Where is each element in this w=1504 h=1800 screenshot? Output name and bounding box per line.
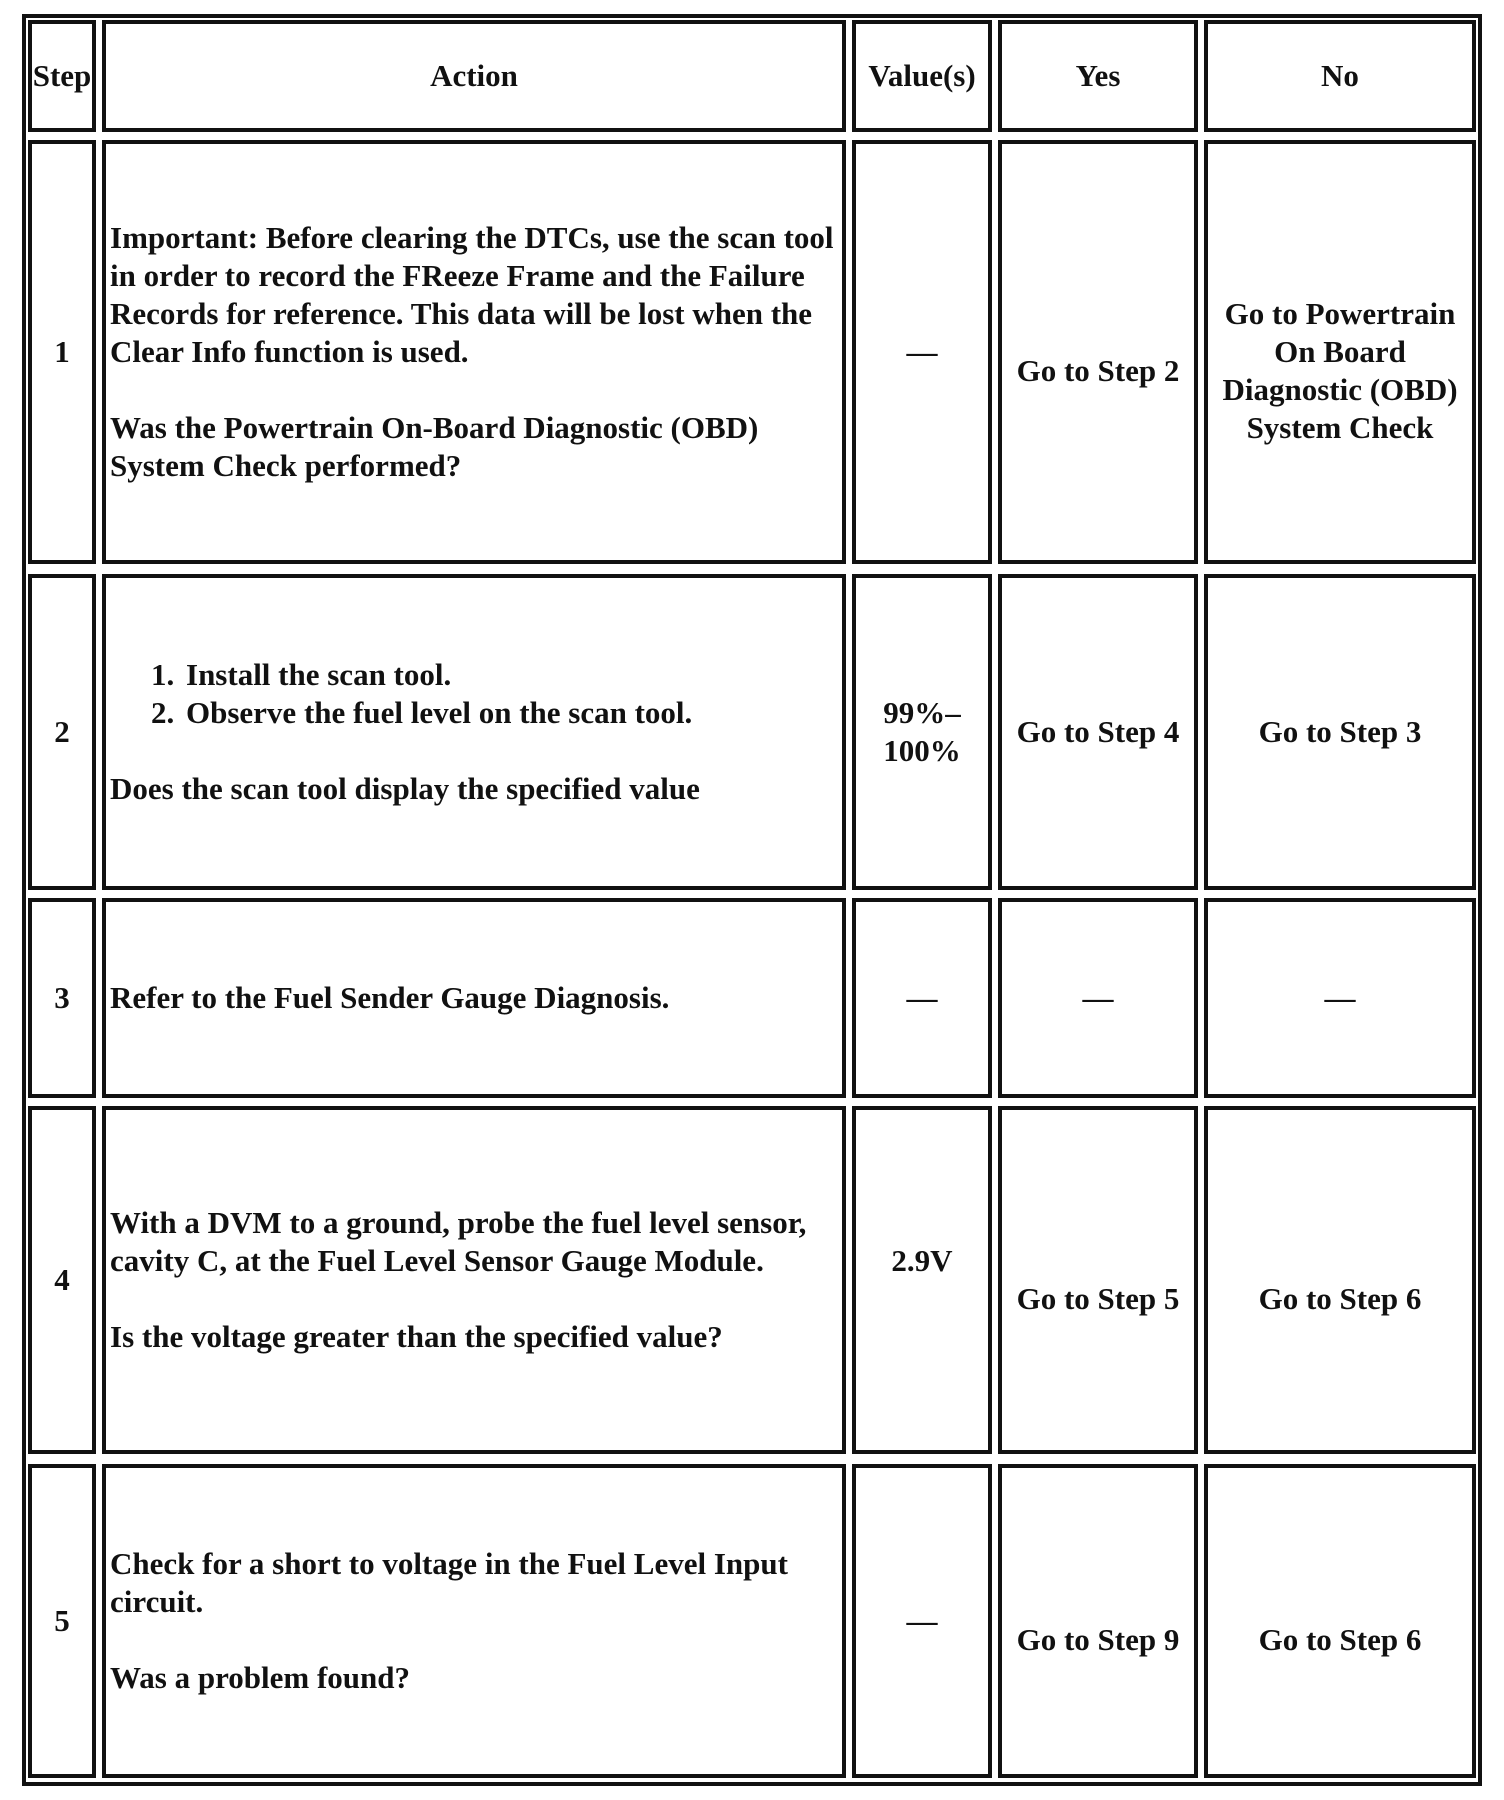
step-number: 2 xyxy=(54,714,70,749)
table-row-1-no xyxy=(1204,140,1476,564)
table-row-4-action xyxy=(102,1106,846,1454)
table-row-3-no xyxy=(1204,898,1476,1098)
value-text: — xyxy=(906,980,938,1015)
action-question-text: Does the scan tool display the specified value xyxy=(110,771,700,806)
yes-link: Go to Step 2 xyxy=(1016,353,1180,388)
table-row-2-step xyxy=(28,574,96,890)
table-row-4-no xyxy=(1204,1106,1476,1454)
table-row-1-action xyxy=(102,140,846,564)
step-number: 4 xyxy=(54,1262,70,1297)
header-action-text: Action xyxy=(430,58,518,93)
header-step xyxy=(28,20,96,132)
header-step-text: Step xyxy=(32,58,92,93)
table-row-1-yes xyxy=(998,140,1198,564)
no-link: Go to Step 6 xyxy=(1258,1622,1422,1657)
table-row-5-step xyxy=(28,1464,96,1778)
header-values xyxy=(852,20,992,132)
table-row-4-value xyxy=(852,1106,992,1454)
header-yes xyxy=(998,20,1198,132)
table-row-2-action xyxy=(102,574,846,890)
value-text: 2.9V xyxy=(891,1243,953,1278)
yes-link: Go to Step 9 xyxy=(1016,1622,1180,1657)
list-item: 2. Observe the fuel level on the scan tool. xyxy=(182,694,692,732)
step-number: 1 xyxy=(54,334,70,369)
table-row-3-yes xyxy=(998,898,1198,1098)
diagnostic-table xyxy=(22,14,1482,1786)
table-row-1-value xyxy=(852,140,992,564)
step-number: 3 xyxy=(54,980,70,1015)
value-text: 99%–100% xyxy=(883,695,961,768)
step-number: 5 xyxy=(54,1603,70,1638)
header-yes-text: Yes xyxy=(1075,58,1121,93)
table-row-3-action xyxy=(102,898,846,1098)
action-important-text: Important: Before clearing the DTCs, use the scan tool in order to record the FReeze Frame and the Failure Records for reference. This data will be lost when the Clear Info function is used. xyxy=(110,220,834,369)
table-row-4-step xyxy=(28,1106,96,1454)
value-text: — xyxy=(906,1603,938,1638)
action-text: With a DVM to a ground, probe the fuel level sensor, cavity C, at the Fuel Level Sensor Gauge Module. xyxy=(110,1205,807,1278)
table-row-5-action xyxy=(102,1464,846,1778)
no-link: Go to Step 6 xyxy=(1258,1281,1422,1316)
table-row-4-yes xyxy=(998,1106,1198,1454)
header-values-text: Value(s) xyxy=(868,58,976,93)
action-text: Refer to the Fuel Sender Gauge Diagnosis. xyxy=(110,980,670,1015)
table-row-5-yes xyxy=(998,1464,1198,1778)
table-row-2-no xyxy=(1204,574,1476,890)
action-question-text: Was a problem found? xyxy=(110,1660,411,1695)
value-text: — xyxy=(906,334,938,369)
table-row-1-step xyxy=(28,140,96,564)
action-text: Check for a short to voltage in the Fuel Level Input circuit. xyxy=(110,1546,788,1619)
action-question-text: Was the Powertrain On-Board Diagnostic (OBD) System Check performed? xyxy=(110,410,759,483)
table-row-2-value xyxy=(852,574,992,890)
no-link: Go to Step 3 xyxy=(1258,714,1422,749)
no-link: — xyxy=(1324,980,1356,1015)
table-row-2-yes xyxy=(998,574,1198,890)
header-no-text: No xyxy=(1321,58,1359,93)
table-row-5-value xyxy=(852,1464,992,1778)
yes-link: — xyxy=(1082,980,1114,1015)
no-link: Go to Powertrain On Board Diagnostic (OBD) System Check xyxy=(1222,296,1458,445)
table-row-3-value xyxy=(852,898,992,1098)
table-row-5-no xyxy=(1204,1464,1476,1778)
list-item: 1. Install the scan tool. xyxy=(182,656,692,694)
yes-link: Go to Step 4 xyxy=(1016,714,1180,749)
header-no xyxy=(1204,20,1476,132)
yes-link: Go to Step 5 xyxy=(1016,1281,1180,1316)
table-row-3-step xyxy=(28,898,96,1098)
action-steps-list xyxy=(110,656,692,732)
action-question-text: Is the voltage greater than the specified value? xyxy=(110,1319,723,1354)
header-action xyxy=(102,20,846,132)
